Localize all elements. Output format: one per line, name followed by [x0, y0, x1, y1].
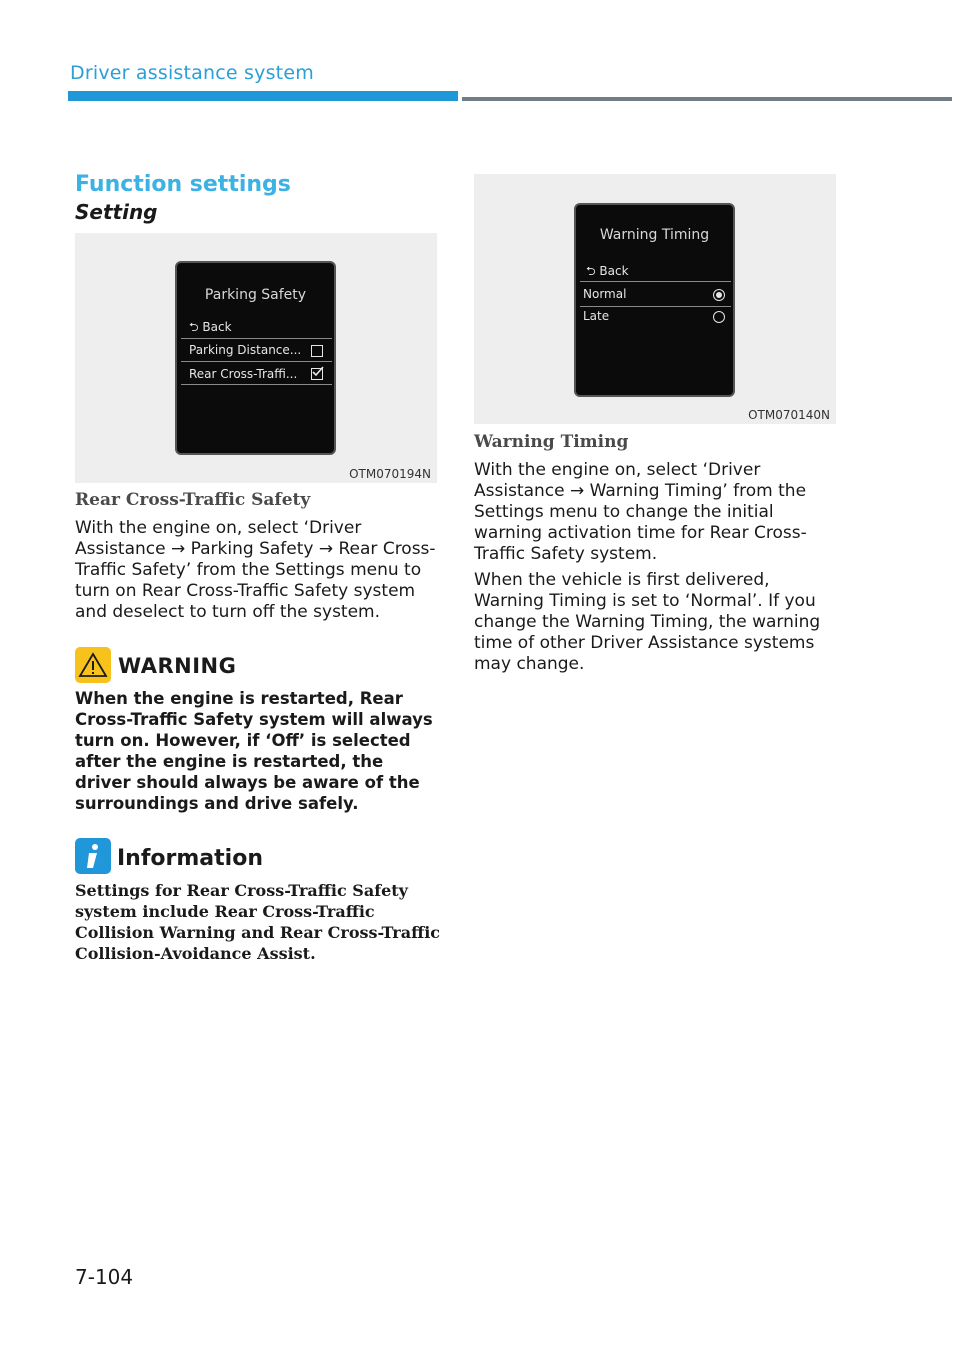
screen-divider: [181, 384, 332, 385]
information-title: Information: [117, 846, 263, 871]
screen-divider: [181, 361, 332, 362]
back-item: ⮌ Back: [189, 320, 232, 334]
screen-divider: [580, 281, 731, 282]
screen-divider: [580, 306, 731, 307]
menu-row-late: Late: [583, 309, 610, 323]
radio-icon: [713, 311, 725, 323]
radio-selected-icon: [713, 289, 725, 301]
menu-row-parking-distance: Parking Distance...: [189, 343, 302, 357]
warning-text: When the engine is restarted, Rear Cross-Traffic Safety system will always turn on. However, if ‘Off’ is selected after the engine is restarted, the driver should always be aware of the surroundings and drive safely.: [75, 689, 433, 813]
warning-timing-body-1: With the engine on, select ‘Driver Assistance → Warning Timing’ from the Settings menu to change the initial warning activation time for Rear Cross- Traffic Safety system.: [474, 460, 807, 564]
warning-title: WARNING: [118, 654, 237, 678]
warning-timing-body-2: When the vehicle is first delivered, Warning Timing is set to ‘Normal’. If you change the Warning Timing, the warning time of other Driver Assistance systems may change.: [474, 570, 821, 674]
warning-triangle-icon: [75, 647, 111, 683]
back-item: ⮌ Back: [586, 264, 629, 278]
screen-divider: [181, 338, 332, 339]
section-subtitle: Setting: [75, 200, 158, 224]
section-title: Function settings: [75, 172, 291, 197]
figure-warning-timing: [474, 174, 836, 424]
checkbox-checked-icon: [311, 368, 323, 380]
menu-row-rear-cross-traffic: Rear Cross-Traffi...: [189, 367, 298, 381]
figure-code: OTM070140N: [748, 408, 830, 422]
header-title: Driver assistance system: [70, 62, 314, 84]
display-screen: [574, 203, 735, 397]
menu-row-normal: Normal: [583, 287, 627, 301]
checkbox-icon: [311, 345, 323, 357]
page-number: 7-104: [75, 1265, 134, 1289]
screen-title: Warning Timing: [599, 227, 710, 243]
rcts-body: With the engine on, select ‘Driver Assistance → Parking Safety → Rear Cross- Traffic Safety’ from the Settings menu to turn on Rear Cross-Traffic Safety system and deselect to turn off the system.: [75, 518, 436, 622]
info-icon: [75, 838, 111, 874]
rcts-heading: Rear Cross-Traffic Safety: [75, 490, 311, 510]
warning-timing-heading: Warning Timing: [474, 432, 629, 452]
figure-parking-safety: [75, 233, 437, 483]
screen-title: Parking Safety: [204, 287, 307, 303]
figure-code: OTM070194N: [349, 467, 431, 481]
header-bar-gray: [462, 97, 952, 101]
header-bar-blue: [68, 91, 458, 101]
display-screen: [175, 261, 336, 455]
information-text: Settings for Rear Cross-Traffic Safety system include Rear Cross-Traffic Collision Warning and Rear Cross-Traffic Collision-Avoidance Assist.: [75, 881, 441, 963]
